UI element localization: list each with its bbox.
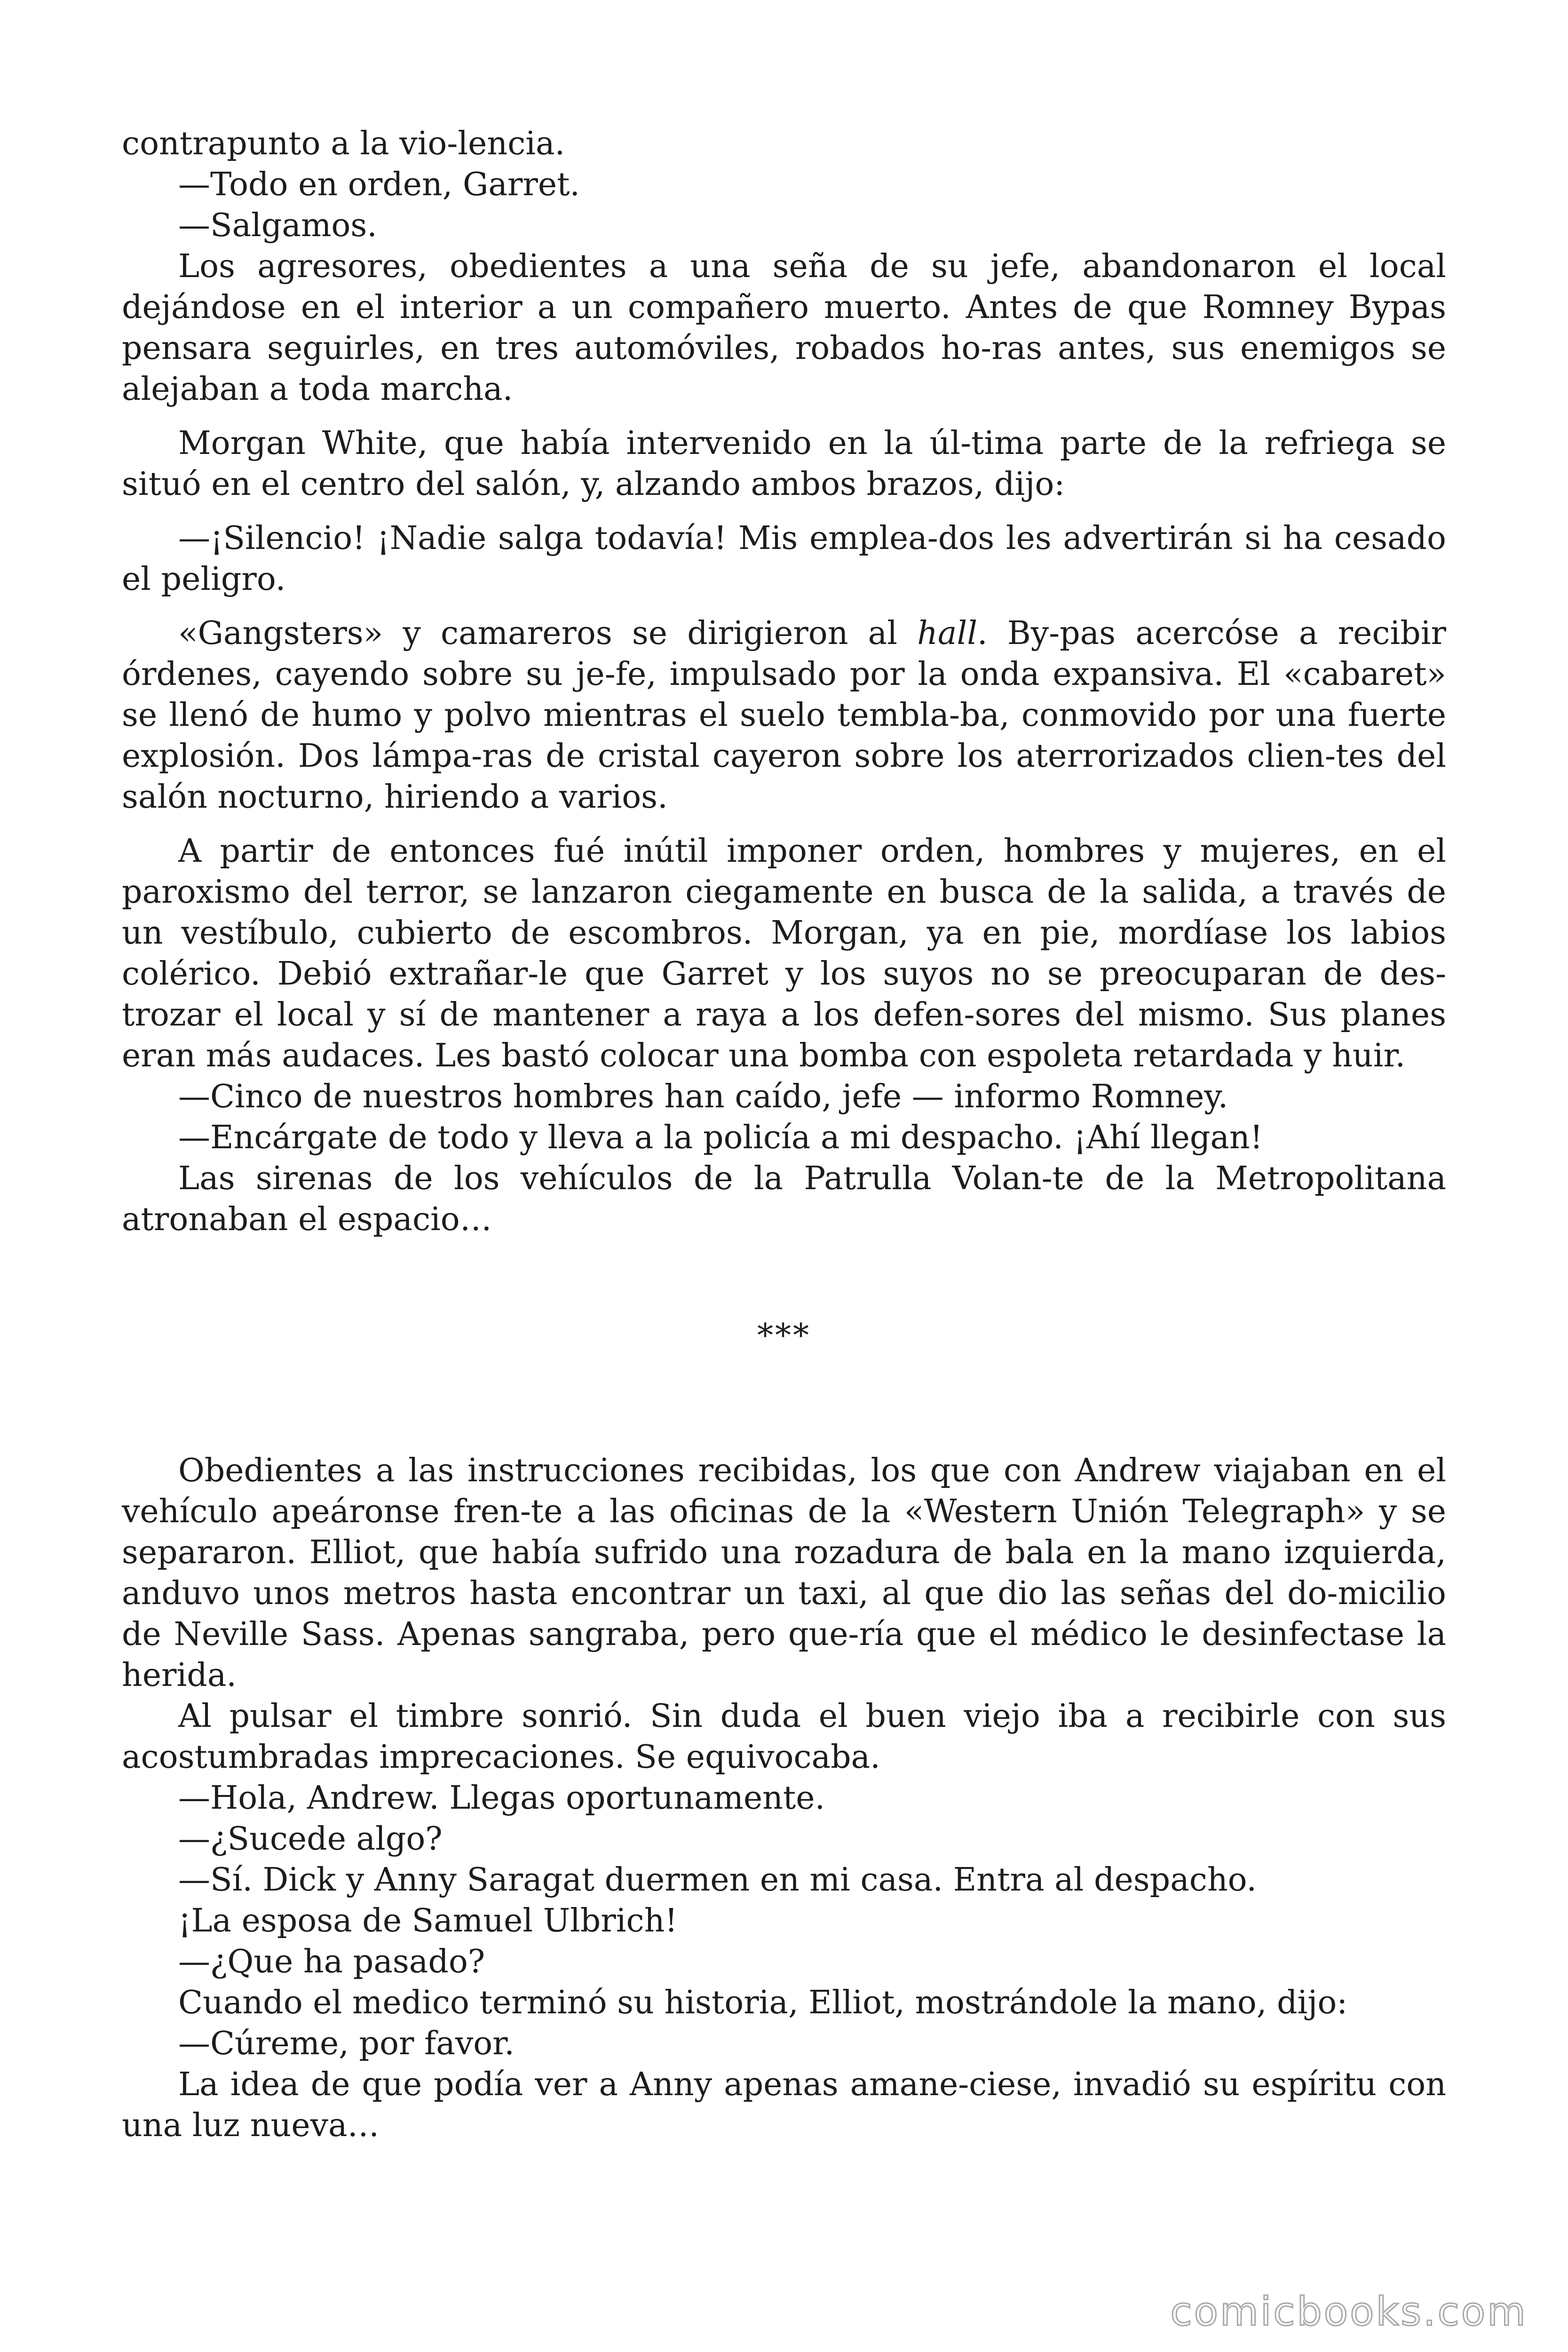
watermark-logo: comicbooks.com (1170, 2288, 1528, 2335)
paragraph: —Sí. Dick y Anny Saragat duermen en mi casa. Entra al despacho. (178, 1861, 1257, 1899)
text-section-2 (122, 1450, 1446, 2146)
text-section-1 (122, 123, 1446, 1240)
paragraph: contrapunto a la vio-lencia. (122, 125, 565, 162)
page-body (122, 123, 1446, 2146)
paragraph: —Encárgate de todo y lleva a la policía a mi despacho. ¡Ahí llegan! (178, 1119, 1263, 1156)
paragraph: —¿Que ha pasado? (178, 1943, 485, 1980)
italic-word: hall (917, 615, 977, 652)
section-separator: *** (757, 1317, 811, 1354)
paragraph: —Todo en orden, Garret. (178, 166, 580, 203)
paragraph: —Hola, Andrew. Llegas oportunamente. (178, 1780, 825, 1817)
paragraph: Los agresores, obedientes a una seña de su jefe, abandonaron el local dejándose en el interior a un compañero muerto. Antes de que Romney Bypas pensara seguirles, en tres automóviles, robados ho-ras antes, sus enemigos se alejaban a toda marcha. (122, 248, 1446, 408)
paragraph: Obedientes a las instrucciones recibidas, los que con Andrew viajaban en el vehículo apeáronse fren-te a las oficinas de la «Western Unión Telegraph» y se separaron. Elliot, que había sufrido una rozadura de bala en la mano izquierda, anduvo unos metros hasta encontrar un taxi, al que dio las señas del do-micilio de Neville Sass. Apenas sangraba, pero que-ría que el médico le desinfectase la herida. (122, 1452, 1446, 1694)
paragraph: Las sirenas de los vehículos de la Patrulla Volan-te de la Metropolitana atronaban el espacio… (122, 1160, 1446, 1238)
paragraph: Al pulsar el timbre sonrió. Sin duda el buen viejo iba a recibirle con sus acostumbradas imprecaciones. Se equivocaba. (122, 1698, 1446, 1776)
paragraph: Cuando el medico terminó su historia, Elliot, mostrándole la mano, dijo: (178, 1984, 1348, 2021)
paragraph: ¡La esposa de Samuel Ulbrich! (178, 1902, 678, 1939)
paragraph: —¡Silencio! ¡Nadie salga todavía! Mis emplea-dos les advertirán si ha cesado el peligro. (122, 520, 1446, 598)
paragraph: Morgan White, que había intervenido en la úl-tima parte de la refriega se situó en el centro del salón, y, alzando ambos brazos, dijo: (122, 425, 1446, 503)
paragraph: —¿Sucede algo? (178, 1820, 443, 1858)
paragraph-with-italic: «Gangsters» y camareros se dirigieron al hall. By-pas acercóse a recibir órdenes, cayendo sobre su je-fe, impulsado por la onda expansiva. El «cabaret» se llenó de humo y polvo mientras el suelo tembla-ba, conmovido por una fuerte explosión. Dos lámpa-ras de cristal cayeron sobre los aterrorizados clien-tes del salón nocturno, hiriendo a varios. (122, 615, 1446, 816)
paragraph: —Salgamos. (178, 207, 377, 244)
paragraph: —Cúreme, por favor. (178, 2025, 515, 2062)
paragraph: —Cinco de nuestros hombres han caído, jefe — informo Romney. (178, 1078, 1228, 1115)
paragraph: A partir de entonces fué inútil imponer orden, hombres y mujeres, en el paroxismo del terror, se lanzaron ciegamente en busca de la salida, a través de un vestíbulo, cubierto de escombros. Morgan, ya en pie, mordíase los labios colérico. Debió extrañar-le que Garret y los suyos no se preocuparan de des-trozar el local y sí de mantener a raya a los defen-sores del mismo. Sus planes eran más audaces. Les bastó colocar una bomba con espoleta retardada y huir. (122, 833, 1446, 1074)
paragraph: La idea de que podía ver a Anny apenas amane-ciese, invadió su espíritu con una luz nueva… (122, 2066, 1446, 2144)
